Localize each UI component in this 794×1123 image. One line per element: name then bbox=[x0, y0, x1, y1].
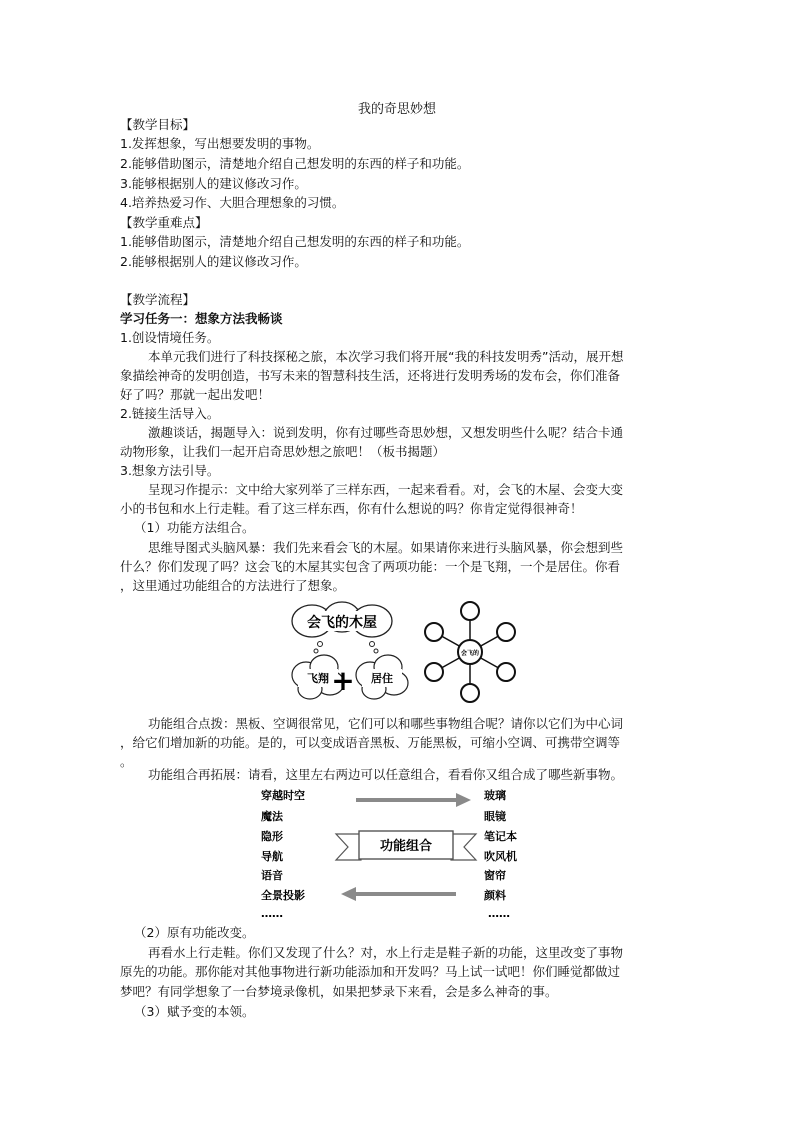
mind-map-node bbox=[461, 684, 479, 702]
subsection-heading: （1）功能方法组合。 bbox=[134, 520, 255, 535]
paragraph-line: 好了吗？那就一起出发吧！ bbox=[120, 387, 271, 402]
left-item: 全景投影 bbox=[261, 889, 305, 902]
goals-heading: 【教学目标】 bbox=[120, 117, 196, 132]
goal-item: 2.能够借助图示，清楚地介绍自己想发明的东西的样子和功能。 bbox=[120, 156, 470, 171]
mind-map-node bbox=[461, 602, 479, 620]
step-heading: 2.链接生活导入。 bbox=[120, 406, 220, 421]
task1-heading: 学习任务一：想象方法我畅谈 bbox=[120, 311, 283, 326]
goal-item: 1.发挥想象，写出想要发明的事物。 bbox=[120, 136, 320, 151]
paragraph-line: 功能组合点拨：黑板、空调很常见，它们可以和哪些事物组合呢？请你以它们为中心词 bbox=[148, 716, 624, 731]
paragraph-line: 小的书包和水上行走鞋。看了这三样东西，你有什么想说的吗？你肯定觉得很神奇！ bbox=[120, 501, 583, 516]
right-cloud-bubble bbox=[356, 655, 408, 699]
banner-text: 功能组合 bbox=[379, 839, 433, 854]
left-item: 导航 bbox=[261, 850, 283, 863]
key-point: 1.能够借助图示，清楚地介绍自己想发明的东西的样子和功能。 bbox=[120, 234, 470, 249]
paragraph-line: 思维导图式头脑风暴：我们先来看会飞的木屋。如果请你来进行头脑风暴，你会想到些 bbox=[148, 540, 624, 555]
paragraph-line: 梦吧？有同学想象了一台梦境录像机，如果把梦录下来看，会是多么神奇的事。 bbox=[120, 984, 558, 999]
paragraph-line: 象描绘神奇的发明创造，书写未来的智慧科技生活，还将进行发明秀场的发布会，你们准备 bbox=[120, 368, 621, 383]
mind-map-node bbox=[425, 623, 443, 641]
brainstorm-figure bbox=[290, 597, 530, 709]
paragraph-line: 呈现习作提示：文中给大家列举了三样东西，一起来看看。对，会飞的木屋、会变大变 bbox=[148, 482, 624, 497]
left-item: 隐形 bbox=[261, 830, 283, 843]
left-item: 魔法 bbox=[261, 810, 283, 823]
left-bubble-text: 飞翔 bbox=[307, 672, 329, 685]
subsection-heading: （3）赋予变的本领。 bbox=[134, 1004, 255, 1019]
key-heading: 【教学重难点】 bbox=[120, 215, 208, 230]
right-bubble-text: 居住 bbox=[371, 672, 393, 685]
right-item: 笔记本 bbox=[484, 830, 517, 843]
goal-item: 4.培养热爱习作、大胆合理想象的习惯。 bbox=[120, 195, 345, 210]
right-item: 窗帘 bbox=[484, 869, 506, 882]
step-heading: 3.想象方法引导。 bbox=[120, 463, 220, 478]
plus-sign: + bbox=[331, 664, 355, 697]
paragraph-line: 本单元我们进行了科技探秘之旅，本次学习我们将开展“我的科技发明秀”活动，展开想 bbox=[148, 349, 624, 364]
mind-map-center-label: 会飞的 bbox=[460, 650, 480, 657]
mind-map-diagram bbox=[425, 602, 515, 702]
paragraph-line: 功能组合再拓展：请看，这里左右两边可以任意组合，看看你又组合成了哪些新事物。 bbox=[148, 767, 624, 782]
document-title: 我的奇思妙想 bbox=[357, 102, 436, 117]
paragraph-line: 激趣谈话，揭题导入：说到发明，你有过哪些奇思妙想，又想发明些什么呢？结合卡通 bbox=[148, 425, 624, 440]
thought-dot bbox=[314, 649, 318, 653]
left-item-list bbox=[261, 788, 305, 920]
paragraph-line: 什么？你们发现了吗？这会飞的木屋其实包含了两项功能：一个是飞翔，一个是居住。你看 bbox=[120, 559, 621, 574]
function-banner bbox=[336, 831, 476, 860]
step-heading: 1.创设情境任务。 bbox=[120, 330, 220, 345]
mind-map-node bbox=[497, 623, 515, 641]
mind-map-node bbox=[425, 663, 443, 681]
right-item: …… bbox=[488, 907, 510, 920]
thought-dot bbox=[374, 649, 378, 653]
paragraph-line: 动物形象，让我们一起开启奇思妙想之旅吧！（板书揭题） bbox=[120, 444, 446, 459]
left-item: …… bbox=[261, 907, 283, 920]
subsection-heading: （2）原有功能改变。 bbox=[134, 925, 255, 940]
cloud-title-bubble bbox=[292, 602, 392, 637]
paragraph-line: 。 bbox=[120, 754, 133, 769]
paragraph-line: 原先的功能。那你能对其他事物进行新功能添加和开发吗？马上试一试吧！你们睡觉都做过 bbox=[120, 964, 621, 979]
left-arrow-icon bbox=[341, 887, 456, 901]
mind-map-node bbox=[497, 663, 515, 681]
left-item: 语音 bbox=[261, 869, 283, 882]
function-combination-figure bbox=[256, 784, 536, 920]
thought-dot bbox=[370, 642, 375, 647]
paragraph-line: 再看水上行走鞋。你们又发现了什么？对，水上行走是鞋子新的功能，这里改变了事物 bbox=[148, 945, 624, 960]
goal-item: 3.能够根据别人的建议修改习作。 bbox=[120, 176, 307, 191]
right-item-list bbox=[483, 788, 517, 920]
thought-dot bbox=[318, 642, 323, 647]
right-item: 吹风机 bbox=[484, 850, 517, 863]
flow-heading: 【教学流程】 bbox=[120, 292, 196, 307]
right-item: 颜料 bbox=[484, 889, 506, 902]
cloud-title-text: 会飞的木屋 bbox=[307, 615, 377, 631]
left-item: 穿越时空 bbox=[261, 789, 305, 802]
right-item: 眼镜 bbox=[484, 810, 506, 823]
paragraph-line: ，给它们增加新的功能。是的，可以变成语音黑板、万能黑板，可缩小空调、可携带空调等 bbox=[120, 735, 621, 750]
key-point: 2.能够根据别人的建议修改习作。 bbox=[120, 254, 307, 269]
right-item: 玻璃 bbox=[484, 789, 506, 802]
paragraph-line: ，这里通过功能组合的方法进行了想象。 bbox=[120, 578, 346, 593]
right-arrow-icon bbox=[356, 793, 471, 807]
